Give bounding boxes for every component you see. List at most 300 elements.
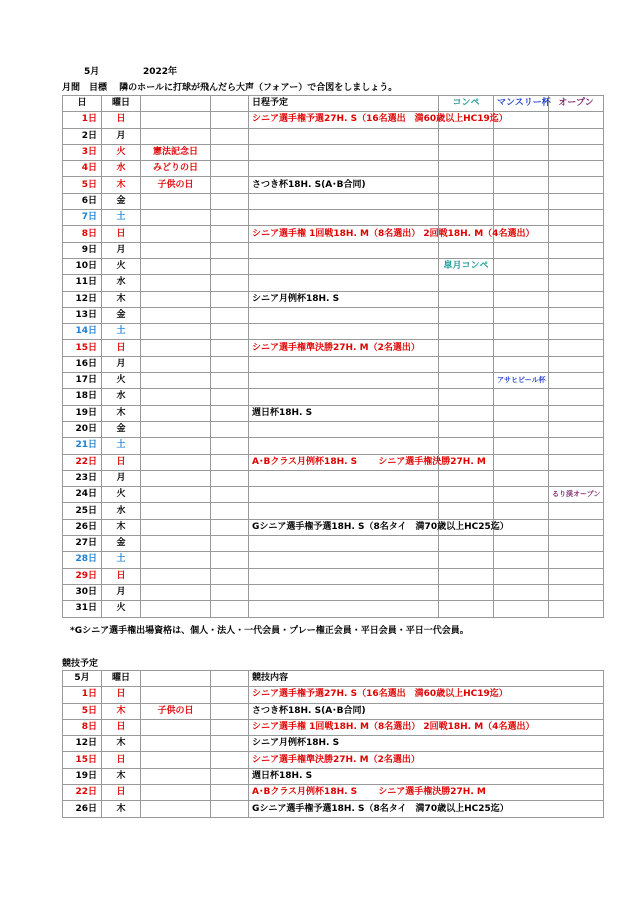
day-cell: 26日: [63, 519, 102, 535]
holiday-cell: [141, 356, 211, 372]
weekday-cell: 水: [102, 161, 141, 177]
weekday-cell: 水: [102, 503, 141, 519]
blank-cell: [211, 601, 249, 617]
comp-blank-cell: [211, 687, 249, 703]
monthly-cell: [494, 193, 549, 209]
blank-cell: [211, 454, 249, 470]
open-cell: [549, 503, 604, 519]
holiday-cell: 子供の日: [141, 177, 211, 193]
plan-cell: [249, 568, 439, 584]
blank-cell: [211, 356, 249, 372]
col-holiday-header: [141, 96, 211, 112]
compe-cell: [439, 144, 494, 160]
open-cell: [549, 242, 604, 258]
plan-cell: [249, 144, 439, 160]
open-cell: [549, 112, 604, 128]
plan-cell: [249, 373, 439, 389]
weekday-cell: 木: [102, 291, 141, 307]
day-cell: 2日: [63, 128, 102, 144]
schedule-row: [63, 373, 604, 389]
day-cell: 10日: [63, 258, 102, 274]
open-cell: [549, 258, 604, 274]
compe-cell: [439, 552, 494, 568]
weekday-cell: 火: [102, 144, 141, 160]
compe-cell: [439, 536, 494, 552]
monthly-cell: [494, 161, 549, 177]
blank-cell: [211, 112, 249, 128]
plan-cell: [249, 601, 439, 617]
blank-cell: [211, 324, 249, 340]
blank-cell: [211, 503, 249, 519]
comp-holiday-cell: [141, 768, 211, 784]
eligibility-note: *Gシニア選手権出場資格は、個人・法人・一代会員・プレー権正会員・平日会員・平日一代会員。: [70, 626, 469, 636]
plan-cell: [249, 356, 439, 372]
day-cell: 29日: [63, 568, 102, 584]
open-cell: [549, 405, 604, 421]
competition-row: [63, 768, 604, 784]
plan-cell: Gシニア選手権予選18H. S（8名タイ 満70歳以上HC25迄）: [249, 519, 439, 535]
col-compe-header: コンペ: [439, 96, 494, 112]
blank-cell: [211, 421, 249, 437]
weekday-cell: 木: [102, 519, 141, 535]
schedule-row: [63, 389, 604, 405]
schedule-row: [63, 405, 604, 421]
compe-cell: [439, 193, 494, 209]
schedule-row: [63, 324, 604, 340]
open-cell: [549, 340, 604, 356]
monthly-cell: [494, 584, 549, 600]
day-cell: 22日: [63, 454, 102, 470]
holiday-cell: [141, 193, 211, 209]
competition-row: [63, 719, 604, 735]
holiday-cell: [141, 552, 211, 568]
competition-row: [63, 785, 604, 801]
day-cell: 19日: [63, 405, 102, 421]
schedule-header-row: [63, 96, 604, 112]
plan-cell: シニア選手権予選27H. S（16名選出 満60歳以上HC19迄）: [249, 112, 439, 128]
comp-holiday-cell: [141, 687, 211, 703]
weekday-cell: 金: [102, 193, 141, 209]
weekday-cell: 木: [102, 405, 141, 421]
col-blank-header: [211, 96, 249, 112]
holiday-cell: [141, 258, 211, 274]
monthly-cell: [494, 389, 549, 405]
schedule-row: [63, 210, 604, 226]
weekday-cell: 月: [102, 128, 141, 144]
blank-cell: [211, 177, 249, 193]
monthly-cell: [494, 258, 549, 274]
comp-day-cell: 15日: [63, 752, 102, 768]
comp-weekday-cell: 木: [102, 768, 141, 784]
monthly-cell: [494, 356, 549, 372]
open-cell: [549, 389, 604, 405]
blank-cell: [211, 584, 249, 600]
blank-cell: [211, 144, 249, 160]
open-cell: [549, 552, 604, 568]
weekday-cell: 土: [102, 210, 141, 226]
open-cell: [549, 438, 604, 454]
weekday-cell: 土: [102, 438, 141, 454]
comp-content-cell: シニア選手権予選27H. S（16名選出 満60歳以上HC19迄）: [249, 687, 604, 703]
monthly-cell: アサヒビール杯: [494, 373, 549, 389]
plan-cell: [249, 193, 439, 209]
competition-title: 競技予定: [62, 659, 99, 669]
holiday-cell: [141, 568, 211, 584]
monthly-cell: [494, 487, 549, 503]
weekday-cell: 水: [102, 275, 141, 291]
day-cell: 11日: [63, 275, 102, 291]
schedule-row: [63, 307, 604, 323]
schedule-row: [63, 128, 604, 144]
comp-content-cell: A･Bクラス月例杯18H. S シニア選手権決勝27H. M: [249, 785, 604, 801]
compe-cell: [439, 210, 494, 226]
holiday-cell: [141, 536, 211, 552]
holiday-cell: [141, 470, 211, 486]
blank-cell: [211, 242, 249, 258]
day-cell: 18日: [63, 389, 102, 405]
schedule-row: [63, 177, 604, 193]
holiday-cell: [141, 421, 211, 437]
blank-cell: [211, 389, 249, 405]
col-weekday-header: 曜日: [102, 96, 141, 112]
weekday-cell: 金: [102, 421, 141, 437]
open-cell: [549, 144, 604, 160]
comp-day-cell: 19日: [63, 768, 102, 784]
comp-weekday-cell: 日: [102, 752, 141, 768]
monthly-goal: 月間 目標 隣のホールに打球が飛んだら大声（フォアー）で合図をしましょう。: [62, 83, 398, 93]
weekday-cell: 月: [102, 470, 141, 486]
schedule-row: [63, 193, 604, 209]
comp-day-cell: 26日: [63, 801, 102, 817]
schedule-row: [63, 275, 604, 291]
blank-cell: [211, 487, 249, 503]
compe-cell: [439, 373, 494, 389]
open-cell: [549, 161, 604, 177]
day-cell: 14日: [63, 324, 102, 340]
blank-cell: [211, 552, 249, 568]
competition-row: [63, 687, 604, 703]
plan-cell: [249, 421, 439, 437]
blank-cell: [211, 340, 249, 356]
open-cell: [549, 307, 604, 323]
blank-cell: [211, 226, 249, 242]
holiday-cell: [141, 210, 211, 226]
schedule-row: [63, 161, 604, 177]
day-cell: 25日: [63, 503, 102, 519]
compe-cell: [439, 161, 494, 177]
holiday-cell: [141, 307, 211, 323]
schedule-row: [63, 291, 604, 307]
blank-cell: [211, 536, 249, 552]
blank-cell: [211, 275, 249, 291]
day-cell: 20日: [63, 421, 102, 437]
day-cell: 23日: [63, 470, 102, 486]
open-cell: [549, 226, 604, 242]
monthly-cell: [494, 454, 549, 470]
schedule-row: [63, 258, 604, 274]
weekday-cell: 日: [102, 568, 141, 584]
open-cell: [549, 519, 604, 535]
plan-cell: シニア月例杯18H. S: [249, 291, 439, 307]
holiday-cell: [141, 519, 211, 535]
compe-cell: [439, 291, 494, 307]
holiday-cell: [141, 112, 211, 128]
monthly-cell: [494, 307, 549, 323]
schedule-row: [63, 503, 604, 519]
open-cell: [549, 568, 604, 584]
monthly-cell: [494, 324, 549, 340]
open-cell: るり渓オープン: [549, 487, 604, 503]
comp-day-cell: 8日: [63, 719, 102, 735]
compe-cell: [439, 340, 494, 356]
monthly-cell: [494, 177, 549, 193]
weekday-cell: 日: [102, 454, 141, 470]
plan-cell: [249, 242, 439, 258]
weekday-cell: 日: [102, 340, 141, 356]
day-cell: 24日: [63, 487, 102, 503]
plan-cell: 週日杯18H. S: [249, 405, 439, 421]
plan-cell: [249, 210, 439, 226]
plan-cell: [249, 536, 439, 552]
plan-cell: [249, 275, 439, 291]
blank-cell: [211, 291, 249, 307]
holiday-cell: みどりの日: [141, 161, 211, 177]
holiday-cell: [141, 373, 211, 389]
weekday-cell: 火: [102, 373, 141, 389]
plan-cell: [249, 503, 439, 519]
comp-weekday-cell: 日: [102, 719, 141, 735]
monthly-cell: [494, 503, 549, 519]
holiday-cell: [141, 340, 211, 356]
compe-cell: [439, 128, 494, 144]
schedule-row: [63, 144, 604, 160]
plan-cell: シニア選手権準決勝27H. M（2名選出）: [249, 340, 439, 356]
day-cell: 7日: [63, 210, 102, 226]
comp-col-content-header: 競技内容: [249, 671, 604, 687]
plan-cell: [249, 389, 439, 405]
monthly-cell: [494, 210, 549, 226]
plan-cell: シニア選手権 1回戦18H. M（8名選出） 2回戦18H. M（4名選出）: [249, 226, 439, 242]
holiday-cell: [141, 242, 211, 258]
comp-holiday-cell: [141, 736, 211, 752]
plan-cell: A･Bクラス月例杯18H. S シニア選手権決勝27H. M: [249, 454, 439, 470]
month-label: 5月: [84, 67, 100, 77]
competition-row: [63, 801, 604, 817]
schedule-row: [63, 356, 604, 372]
holiday-cell: [141, 389, 211, 405]
day-cell: 17日: [63, 373, 102, 389]
blank-cell: [211, 568, 249, 584]
monthly-cell: [494, 438, 549, 454]
plan-cell: [249, 584, 439, 600]
comp-blank-cell: [211, 768, 249, 784]
day-cell: 12日: [63, 291, 102, 307]
year-label: 2022年: [143, 67, 178, 77]
comp-col-weekday-header: 曜日: [102, 671, 141, 687]
day-cell: 28日: [63, 552, 102, 568]
monthly-cell: [494, 601, 549, 617]
competition-row: [63, 736, 604, 752]
day-cell: 21日: [63, 438, 102, 454]
comp-day-cell: 12日: [63, 736, 102, 752]
comp-weekday-cell: 木: [102, 736, 141, 752]
open-cell: [549, 601, 604, 617]
compe-cell: [439, 470, 494, 486]
weekday-cell: 土: [102, 324, 141, 340]
holiday-cell: [141, 226, 211, 242]
blank-cell: [211, 373, 249, 389]
open-cell: [549, 128, 604, 144]
comp-holiday-cell: 子供の日: [141, 703, 211, 719]
compe-cell: [439, 568, 494, 584]
holiday-cell: [141, 438, 211, 454]
weekday-cell: 日: [102, 226, 141, 242]
comp-weekday-cell: 木: [102, 801, 141, 817]
monthly-cell: [494, 275, 549, 291]
comp-holiday-cell: [141, 719, 211, 735]
open-cell: [549, 193, 604, 209]
comp-blank-cell: [211, 801, 249, 817]
day-cell: 31日: [63, 601, 102, 617]
comp-content-cell: 週日杯18H. S: [249, 768, 604, 784]
competition-row: [63, 703, 604, 719]
open-cell: [549, 584, 604, 600]
compe-cell: [439, 389, 494, 405]
monthly-cell: [494, 536, 549, 552]
schedule-row: [63, 568, 604, 584]
blank-cell: [211, 193, 249, 209]
day-cell: 8日: [63, 226, 102, 242]
competition-row: [63, 752, 604, 768]
open-cell: [549, 210, 604, 226]
holiday-cell: [141, 324, 211, 340]
open-cell: [549, 275, 604, 291]
compe-cell: [439, 584, 494, 600]
day-cell: 3日: [63, 144, 102, 160]
compe-cell: [439, 275, 494, 291]
day-cell: 13日: [63, 307, 102, 323]
comp-holiday-cell: [141, 801, 211, 817]
blank-cell: [211, 470, 249, 486]
col-plan-header: 日程予定: [249, 96, 439, 112]
comp-content-cell: Gシニア選手権予選18H. S（8名タイ 満70歳以上HC25迄）: [249, 801, 604, 817]
comp-weekday-cell: 日: [102, 785, 141, 801]
compe-cell: [439, 177, 494, 193]
schedule-row: [63, 584, 604, 600]
plan-cell: [249, 487, 439, 503]
schedule-row: [63, 438, 604, 454]
holiday-cell: [141, 487, 211, 503]
monthly-cell: [494, 291, 549, 307]
plan-cell: [249, 324, 439, 340]
plan-cell: [249, 161, 439, 177]
day-cell: 1日: [63, 112, 102, 128]
comp-col-blank-header: [211, 671, 249, 687]
open-cell: [549, 324, 604, 340]
holiday-cell: 憲法記念日: [141, 144, 211, 160]
open-cell: [549, 356, 604, 372]
day-cell: 6日: [63, 193, 102, 209]
monthly-cell: [494, 242, 549, 258]
comp-blank-cell: [211, 736, 249, 752]
schedule-row: [63, 601, 604, 617]
compe-cell: [439, 421, 494, 437]
holiday-cell: [141, 584, 211, 600]
compe-cell: [439, 503, 494, 519]
blank-cell: [211, 128, 249, 144]
compe-cell: [439, 356, 494, 372]
compe-cell: [439, 307, 494, 323]
comp-blank-cell: [211, 752, 249, 768]
weekday-cell: 木: [102, 177, 141, 193]
blank-cell: [211, 161, 249, 177]
day-cell: 15日: [63, 340, 102, 356]
day-cell: 27日: [63, 536, 102, 552]
plan-cell: [249, 552, 439, 568]
holiday-cell: [141, 503, 211, 519]
plan-cell: [249, 470, 439, 486]
open-cell: [549, 373, 604, 389]
schedule-row: [63, 487, 604, 503]
holiday-cell: [141, 275, 211, 291]
comp-content-cell: シニア月例杯18H. S: [249, 736, 604, 752]
open-cell: [549, 470, 604, 486]
open-cell: [549, 177, 604, 193]
plan-cell: [249, 258, 439, 274]
monthly-cell: [494, 568, 549, 584]
blank-cell: [211, 438, 249, 454]
monthly-cell: [494, 405, 549, 421]
monthly-cell: [494, 421, 549, 437]
blank-cell: [211, 519, 249, 535]
plan-cell: [249, 438, 439, 454]
comp-blank-cell: [211, 785, 249, 801]
holiday-cell: [141, 405, 211, 421]
comp-day-cell: 22日: [63, 785, 102, 801]
blank-cell: [211, 258, 249, 274]
comp-blank-cell: [211, 719, 249, 735]
blank-cell: [211, 210, 249, 226]
schedule-row: [63, 340, 604, 356]
weekday-cell: 火: [102, 601, 141, 617]
comp-weekday-cell: 木: [102, 703, 141, 719]
compe-cell: 皐月コンペ: [439, 258, 494, 274]
schedule-row: [63, 226, 604, 242]
weekday-cell: 金: [102, 536, 141, 552]
compe-cell: [439, 405, 494, 421]
schedule-table: [62, 95, 604, 618]
comp-day-cell: 1日: [63, 687, 102, 703]
schedule-row: [63, 519, 604, 535]
comp-holiday-cell: [141, 785, 211, 801]
comp-col-holiday-header: [141, 671, 211, 687]
competition-table: [62, 670, 604, 818]
compe-cell: [439, 438, 494, 454]
monthly-cell: [494, 552, 549, 568]
day-cell: 16日: [63, 356, 102, 372]
comp-col-month-header: 5月: [63, 671, 102, 687]
weekday-cell: 月: [102, 356, 141, 372]
comp-blank-cell: [211, 703, 249, 719]
weekday-cell: 水: [102, 389, 141, 405]
col-monthly-header: マンスリー杯: [494, 96, 549, 112]
plan-cell: [249, 128, 439, 144]
holiday-cell: [141, 601, 211, 617]
comp-content-cell: さつき杯18H. S(A･B合同): [249, 703, 604, 719]
blank-cell: [211, 307, 249, 323]
schedule-row: [63, 454, 604, 470]
monthly-cell: [494, 470, 549, 486]
